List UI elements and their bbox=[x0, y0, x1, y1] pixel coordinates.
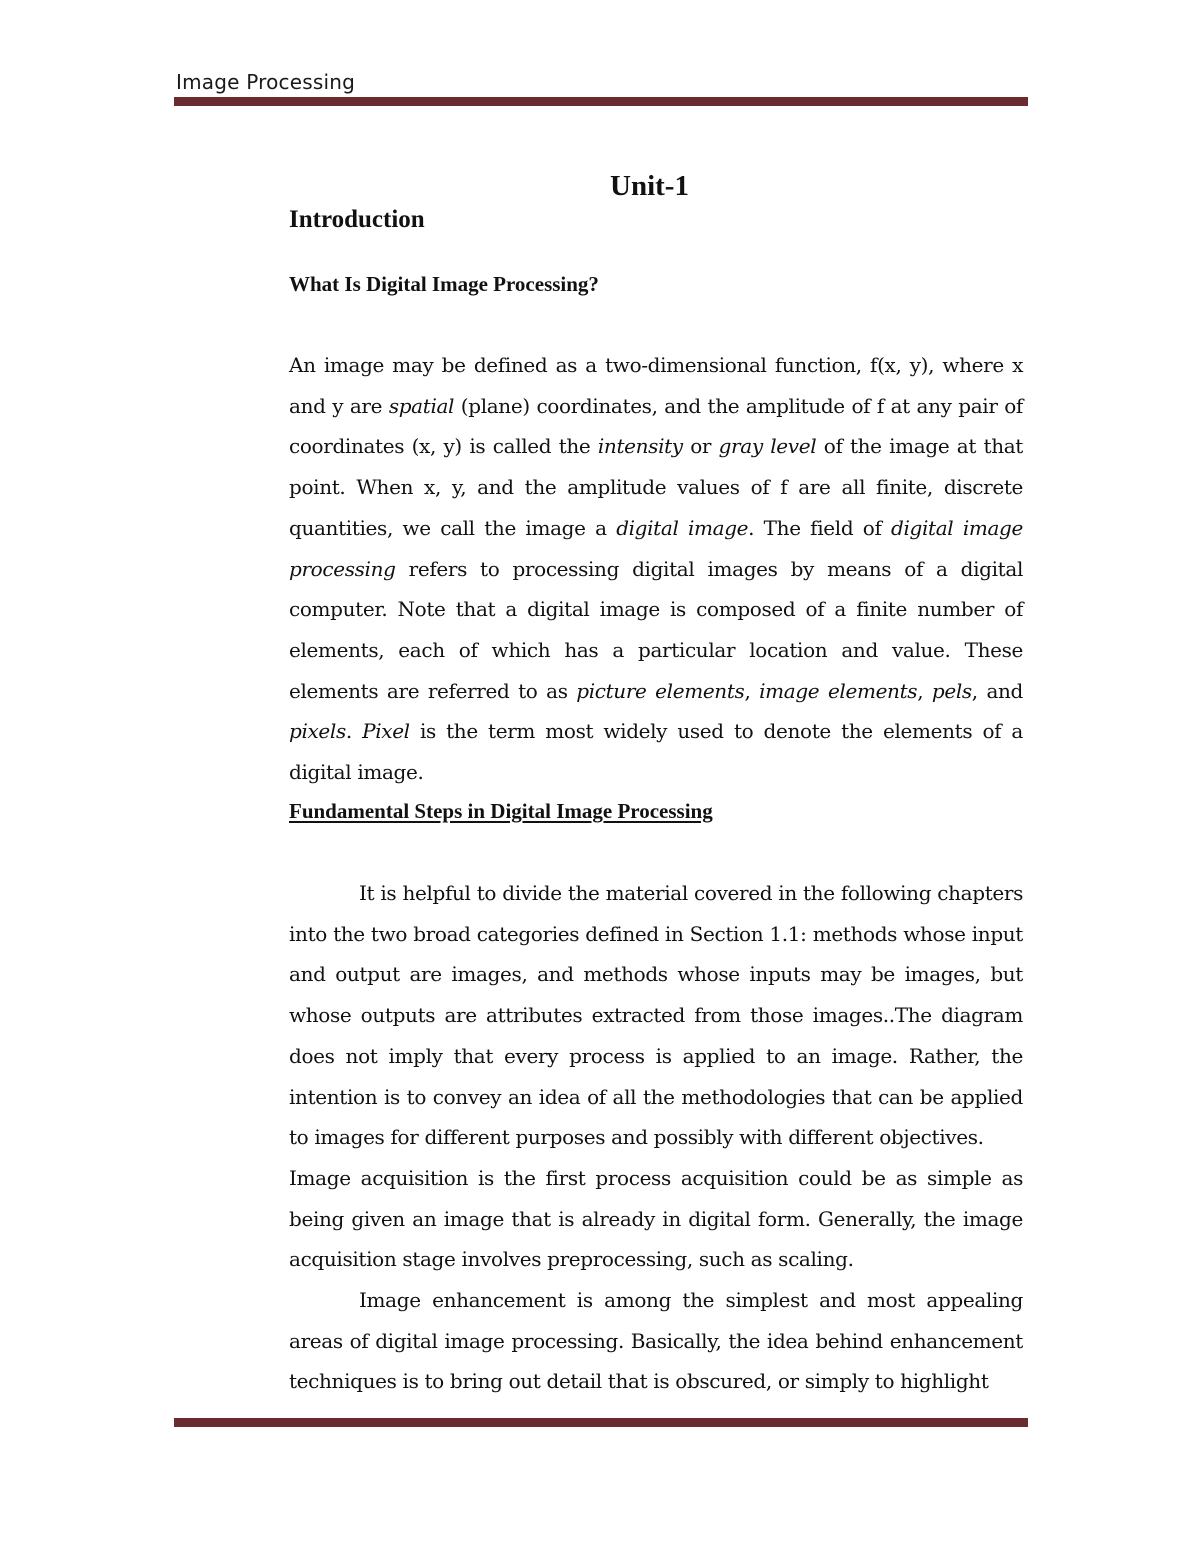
acquisition-paragraph: Image acquisition is the first process acquisition could be as simple as being given an image that is already in digital form. Generally, the image acquisition stage involves preprocessing, such as scaling. bbox=[289, 1166, 1023, 1272]
definition-paragraph: An image may be defined as a two-dimensional function, f(x, y), where x and y are spatial (plane) coordinates, and the amplitude of f at any pair of coordinates (x, y) is called the intensity or gray level of the image at that point. When x, y, and the amplitude values of f are all finite, discrete quantities, we call the image a digital image. The field of digital image processing refers to processing digital images by means of a digital computer. Note that a digital image is composed of a finite number of elements, each of which has a particular location and value. These elements are referred to as picture elements, image elements, pels, and pixels. Pixel is the term most widely used to denote the elements of a digital image. bbox=[289, 353, 1024, 785]
section-title: Introduction bbox=[289, 206, 425, 233]
italic-term: pels bbox=[931, 678, 972, 703]
italic-term: digital image bbox=[616, 515, 749, 540]
categories-paragraph: It is helpful to divide the material covered in the following chapters into the two broad categories defined in Section 1.1: methods whose input and output are images, and methods whose inputs may be images, but whose outputs are attributes extracted from those images..The diagram does not imply that every process is applied to an image. Rather, the intention is to convey an idea of all the methodologies that can be applied to images for different purposes and possibly with different objectives. bbox=[289, 881, 1023, 1150]
italic-term: spatial bbox=[388, 393, 455, 418]
italic-term: image elements bbox=[759, 678, 918, 703]
italic-term: digital image processing bbox=[289, 515, 1023, 581]
header-rule bbox=[174, 97, 1028, 106]
fundamental-steps-heading: Fundamental Steps in Digital Image Processing bbox=[289, 799, 713, 823]
enhancement-paragraph: Image enhancement is among the simplest and most appealing areas of digital image processing. Basically, the idea behind enhancement techniques is to bring out detail that is obscured, or simply to highlight bbox=[289, 1288, 1023, 1394]
footer-rule bbox=[174, 1418, 1028, 1427]
italic-term: gray level bbox=[718, 434, 817, 459]
unit-title: Unit-1 bbox=[610, 170, 689, 202]
italic-term: pixels bbox=[289, 719, 346, 744]
italic-term: intensity bbox=[597, 434, 683, 459]
question-heading: What Is Digital Image Processing? bbox=[289, 272, 599, 296]
italic-term: Pixel bbox=[362, 719, 410, 744]
running-header: Image Processing bbox=[176, 70, 355, 94]
italic-term: picture elements bbox=[576, 678, 745, 703]
